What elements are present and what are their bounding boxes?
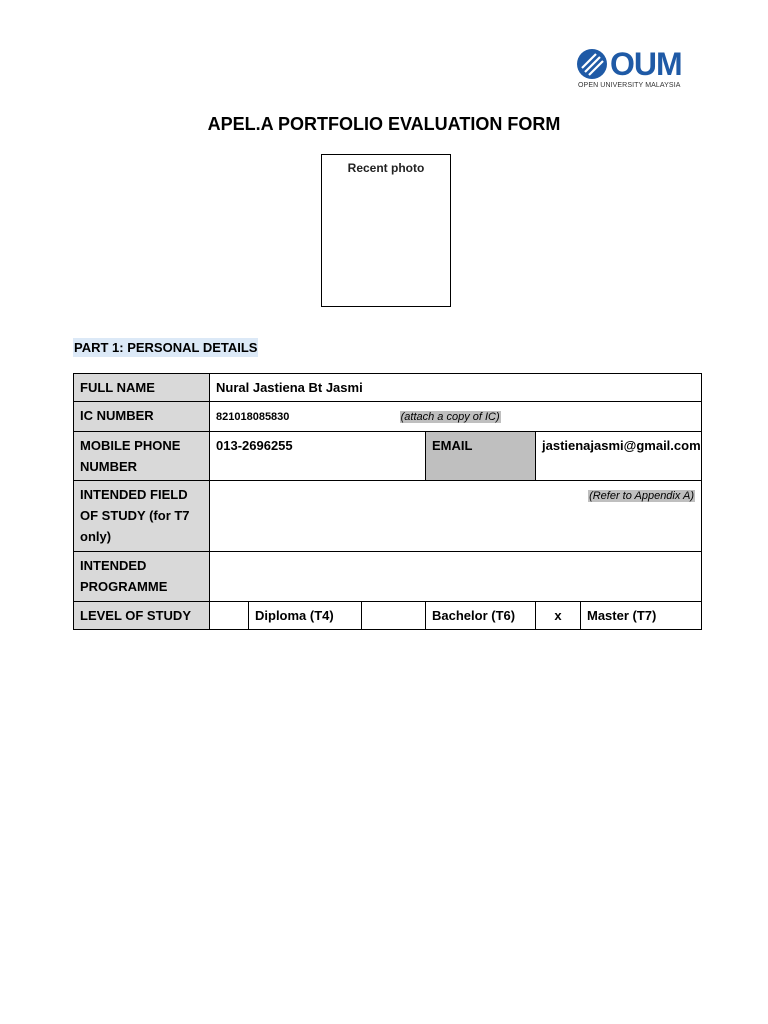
ic-attach-note: (attach a copy of IC) bbox=[400, 411, 500, 423]
oum-globe-icon bbox=[576, 48, 608, 80]
ic-number-field[interactable] bbox=[210, 402, 702, 432]
oum-logo bbox=[576, 48, 688, 94]
email-label: EMAIL bbox=[426, 432, 536, 481]
photo-box-label: Recent photo bbox=[347, 161, 425, 175]
master-checkbox[interactable]: x bbox=[536, 602, 581, 630]
field-label-line1: INTENDED FIELD bbox=[80, 487, 188, 502]
mobile-label-line2: NUMBER bbox=[80, 459, 138, 474]
diploma-option-label: Diploma (T4) bbox=[249, 602, 362, 630]
programme-label-line1: INTENDED bbox=[80, 558, 147, 573]
photo-box bbox=[321, 154, 451, 307]
email-field[interactable]: jastienajasmi@gmail.com bbox=[536, 432, 702, 481]
field-label-line2: OF STUDY (for T7 bbox=[80, 508, 190, 523]
level-of-study-label: LEVEL OF STUDY bbox=[74, 602, 210, 630]
mobile-label-line1: MOBILE PHONE bbox=[80, 438, 181, 453]
page-title: APEL.A PORTFOLIO EVALUATION FORM bbox=[207, 114, 561, 134]
programme-label-line2: PROGRAMME bbox=[80, 579, 168, 594]
row-ic-number bbox=[74, 402, 702, 432]
section-heading: PART 1: PERSONAL DETAILS bbox=[74, 340, 258, 355]
programme-field[interactable] bbox=[210, 552, 702, 602]
logo-brand: OUM bbox=[610, 46, 682, 82]
row-programme bbox=[74, 552, 702, 602]
row-mobile-email bbox=[74, 432, 702, 481]
mobile-phone-label bbox=[74, 432, 210, 481]
appendix-note: (Refer to Appendix A) bbox=[589, 490, 695, 502]
field-of-study-field[interactable] bbox=[210, 481, 702, 552]
bachelor-checkbox[interactable] bbox=[362, 602, 426, 630]
row-full-name bbox=[74, 374, 702, 402]
logo-subtitle: OPEN UNIVERSITY MALAYSIA bbox=[578, 82, 681, 89]
full-name-field[interactable]: Nural Jastiena Bt Jasmi bbox=[210, 374, 702, 402]
ic-number-label: IC NUMBER bbox=[74, 402, 210, 432]
row-field-of-study bbox=[74, 481, 702, 552]
field-of-study-label bbox=[74, 481, 210, 552]
personal-details-table bbox=[73, 373, 702, 630]
bachelor-option-label: Bachelor (T6) bbox=[426, 602, 536, 630]
diploma-checkbox[interactable] bbox=[210, 602, 249, 630]
mobile-phone-field[interactable]: 013-2696255 bbox=[210, 432, 426, 481]
row-level-of-study bbox=[74, 602, 702, 630]
programme-label bbox=[74, 552, 210, 602]
full-name-label: FULL NAME bbox=[74, 374, 210, 402]
ic-number-value: 821018085830 bbox=[216, 411, 290, 423]
field-label-line3: only) bbox=[80, 529, 112, 544]
master-option-label: Master (T7) bbox=[581, 602, 702, 630]
